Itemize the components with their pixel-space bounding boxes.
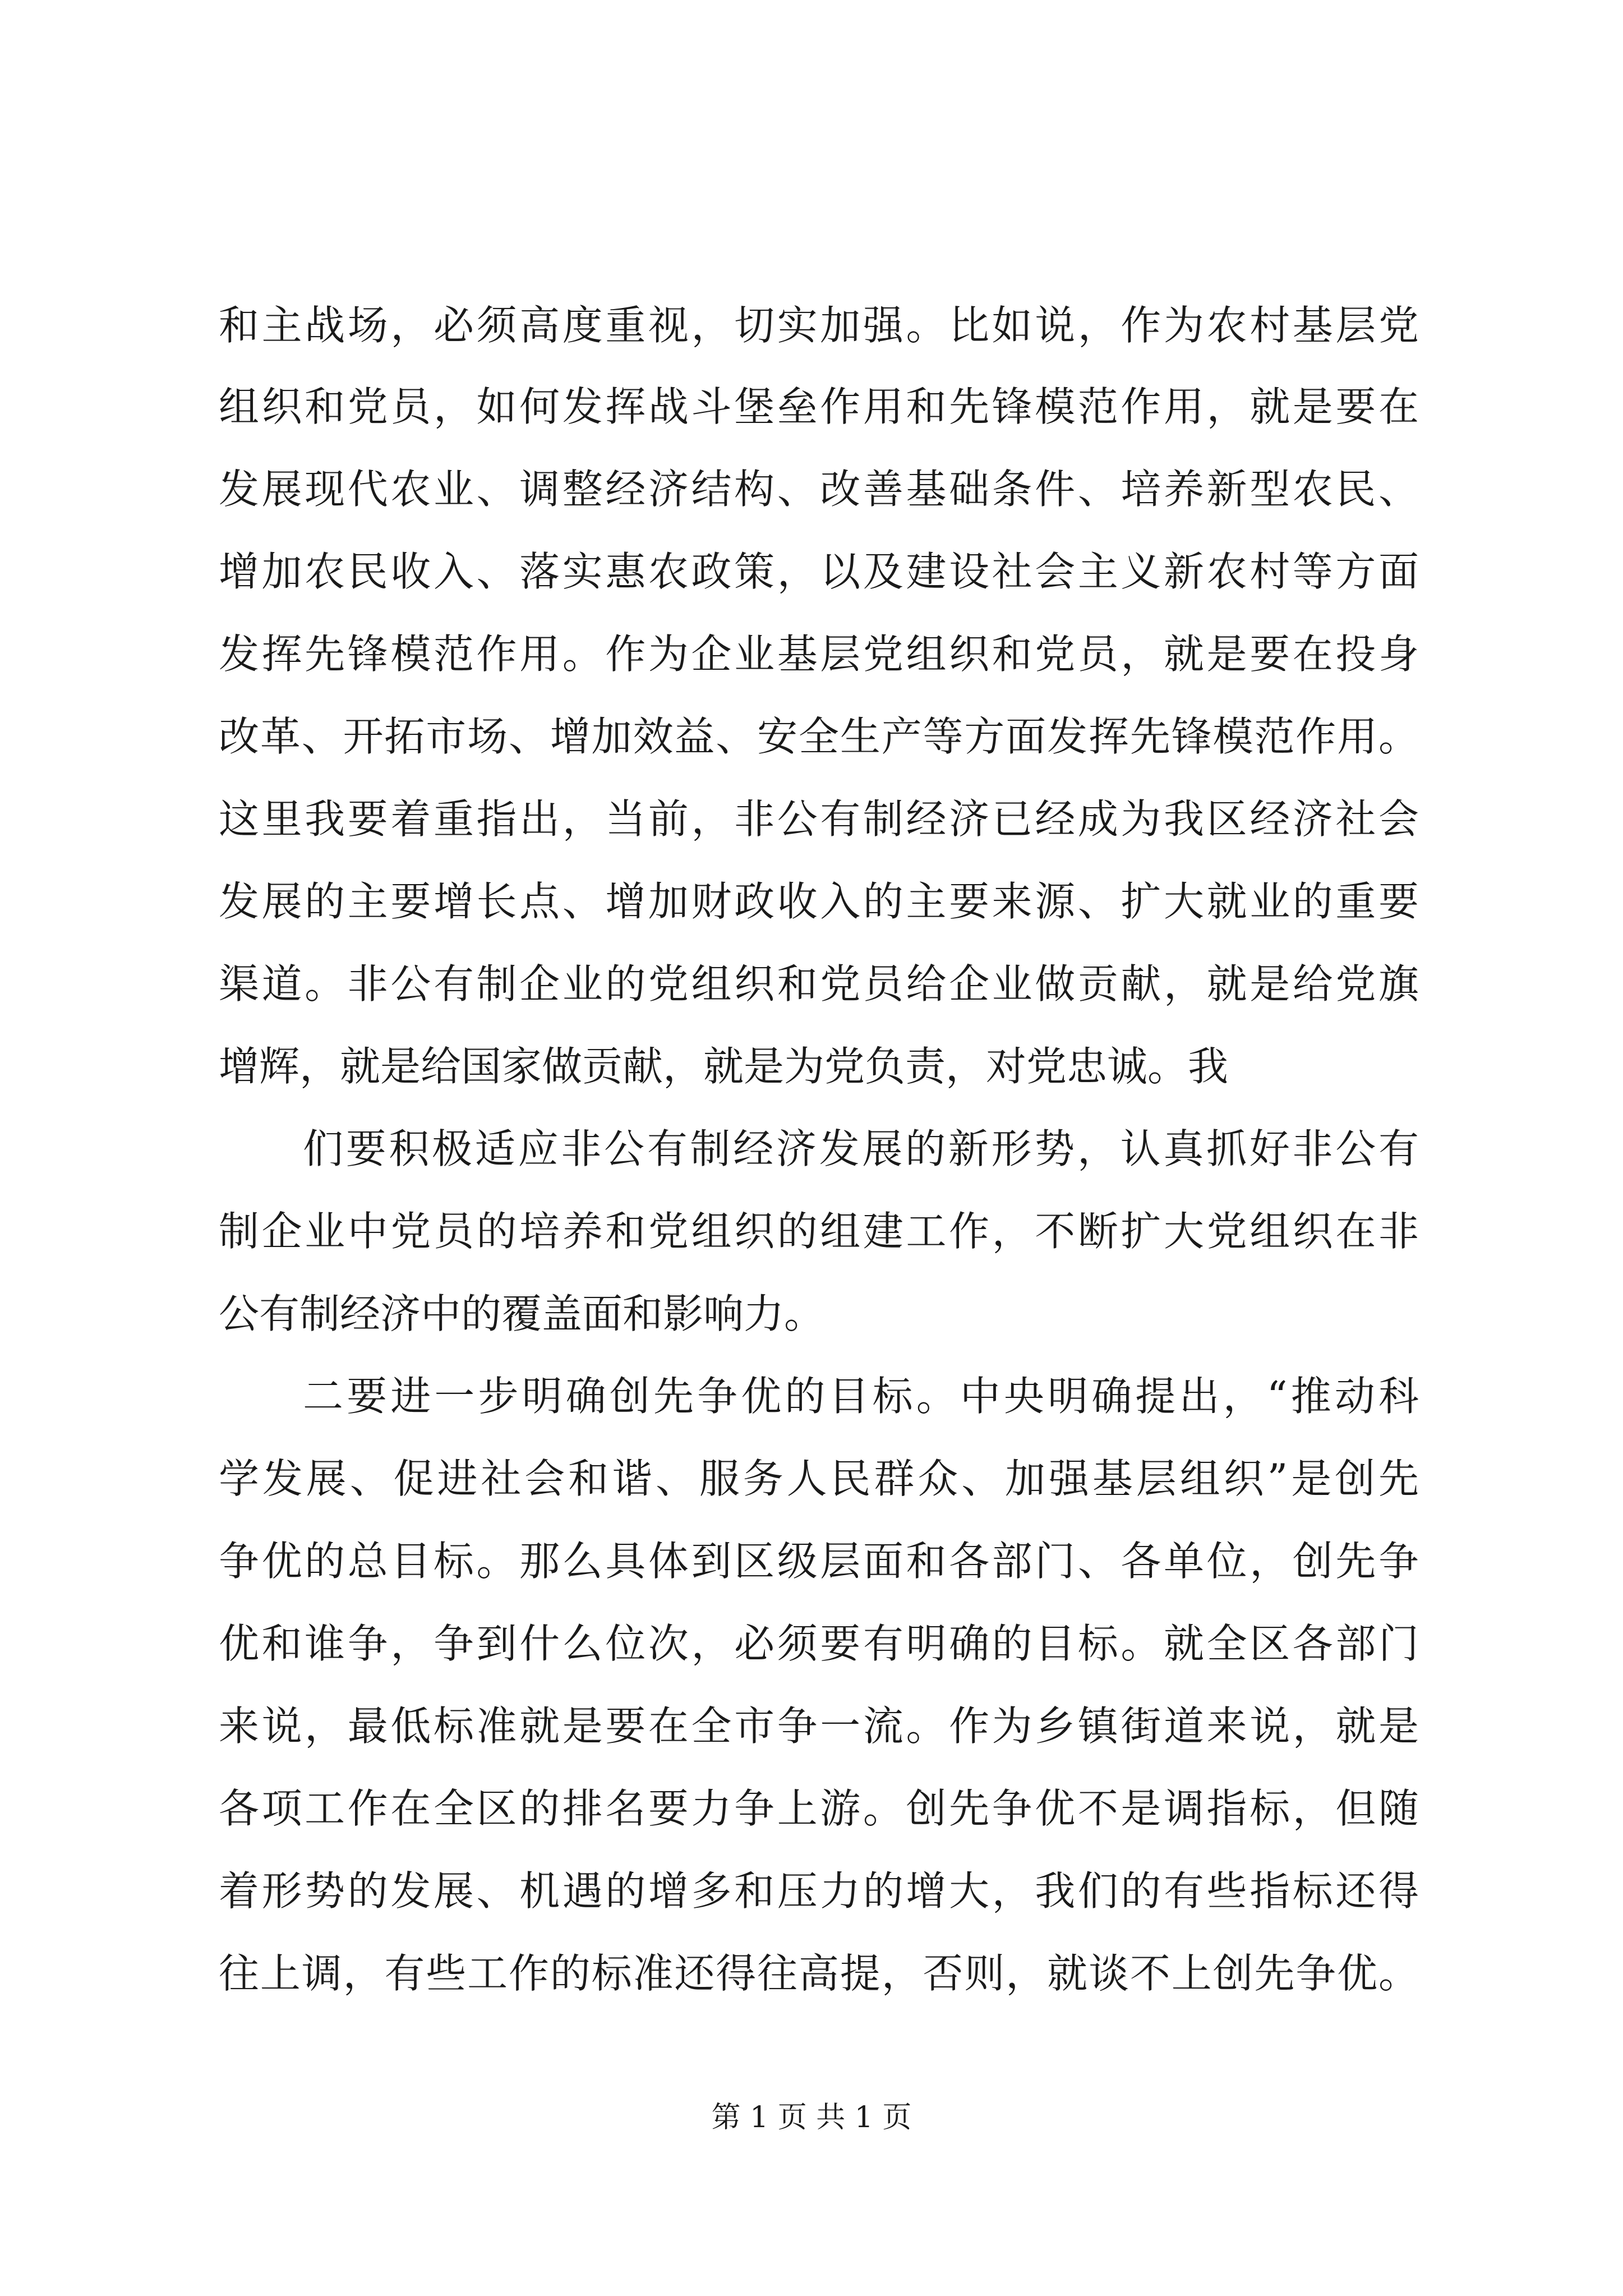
page-number-footer: 第 1 页 共 1 页 [711,2101,912,2134]
text-line: 往上调，有些工作的标准还得往高提，否则，就谈不上创先争优。 [219,1950,1419,1997]
text-line: 发展的主要增长点、增加财政收入的主要来源、扩大就业的重要 [219,878,1419,925]
text-line: 学发展、促进社会和谐、服务人民群众、加强基层组织”是创先 [219,1455,1419,1502]
text-line: 制企业中党员的培养和党组织的组建工作，不断扩大党组织在非 [219,1208,1419,1255]
text-line: 们要积极适应非公有制经济发展的新形势，认真抓好非公有 [303,1125,1419,1172]
text-line: 发挥先锋模范作用。作为企业基层党组织和党员，就是要在投身 [219,631,1419,678]
text-line: 这里我要着重指出，当前，非公有制经济已经成为我区经济社会 [219,795,1419,843]
text-line: 组织和党员，如何发挥战斗堡垒作用和先锋模范作用，就是要在 [219,383,1419,430]
text-line: 增加农民收入、落实惠农政策，以及建设社会主义新农村等方面 [219,548,1419,595]
text-line: 和主战场，必须高度重视，切实加强。比如说，作为农村基层党 [219,302,1419,349]
text-line: 二要进一步明确创先争优的目标。中央明确提出，“推动科 [303,1373,1419,1420]
text-line: 各项工作在全区的排名要力争上游。创先争优不是调指标，但随 [219,1785,1419,1832]
text-line: 渠道。非公有制企业的党组织和党员给企业做贡献，就是给党旗 [219,960,1419,1007]
text-line: 争优的总目标。那么具体到区级层面和各部门、各单位，创先争 [219,1538,1419,1585]
text-line: 增辉，就是给国家做贡献，就是为党负责，对党忠诚。我 [219,1043,1229,1090]
text-line: 优和谁争，争到什么位次，必须要有明确的目标。就全区各部门 [219,1620,1419,1667]
text-line: 发展现代农业、调整经济结构、改善基础条件、培养新型农民、 [219,466,1419,513]
text-line: 改革、开拓市场、增加效益、安全生产等方面发挥先锋模范作用。 [219,713,1419,760]
text-line: 公有制经济中的覆盖面和影响力。 [219,1290,825,1337]
text-line: 来说，最低标准就是要在全市争一流。作为乡镇街道来说，就是 [219,1703,1419,1750]
text-line: 着形势的发展、机遇的增多和压力的增大，我们的有些指标还得 [219,1867,1419,1915]
